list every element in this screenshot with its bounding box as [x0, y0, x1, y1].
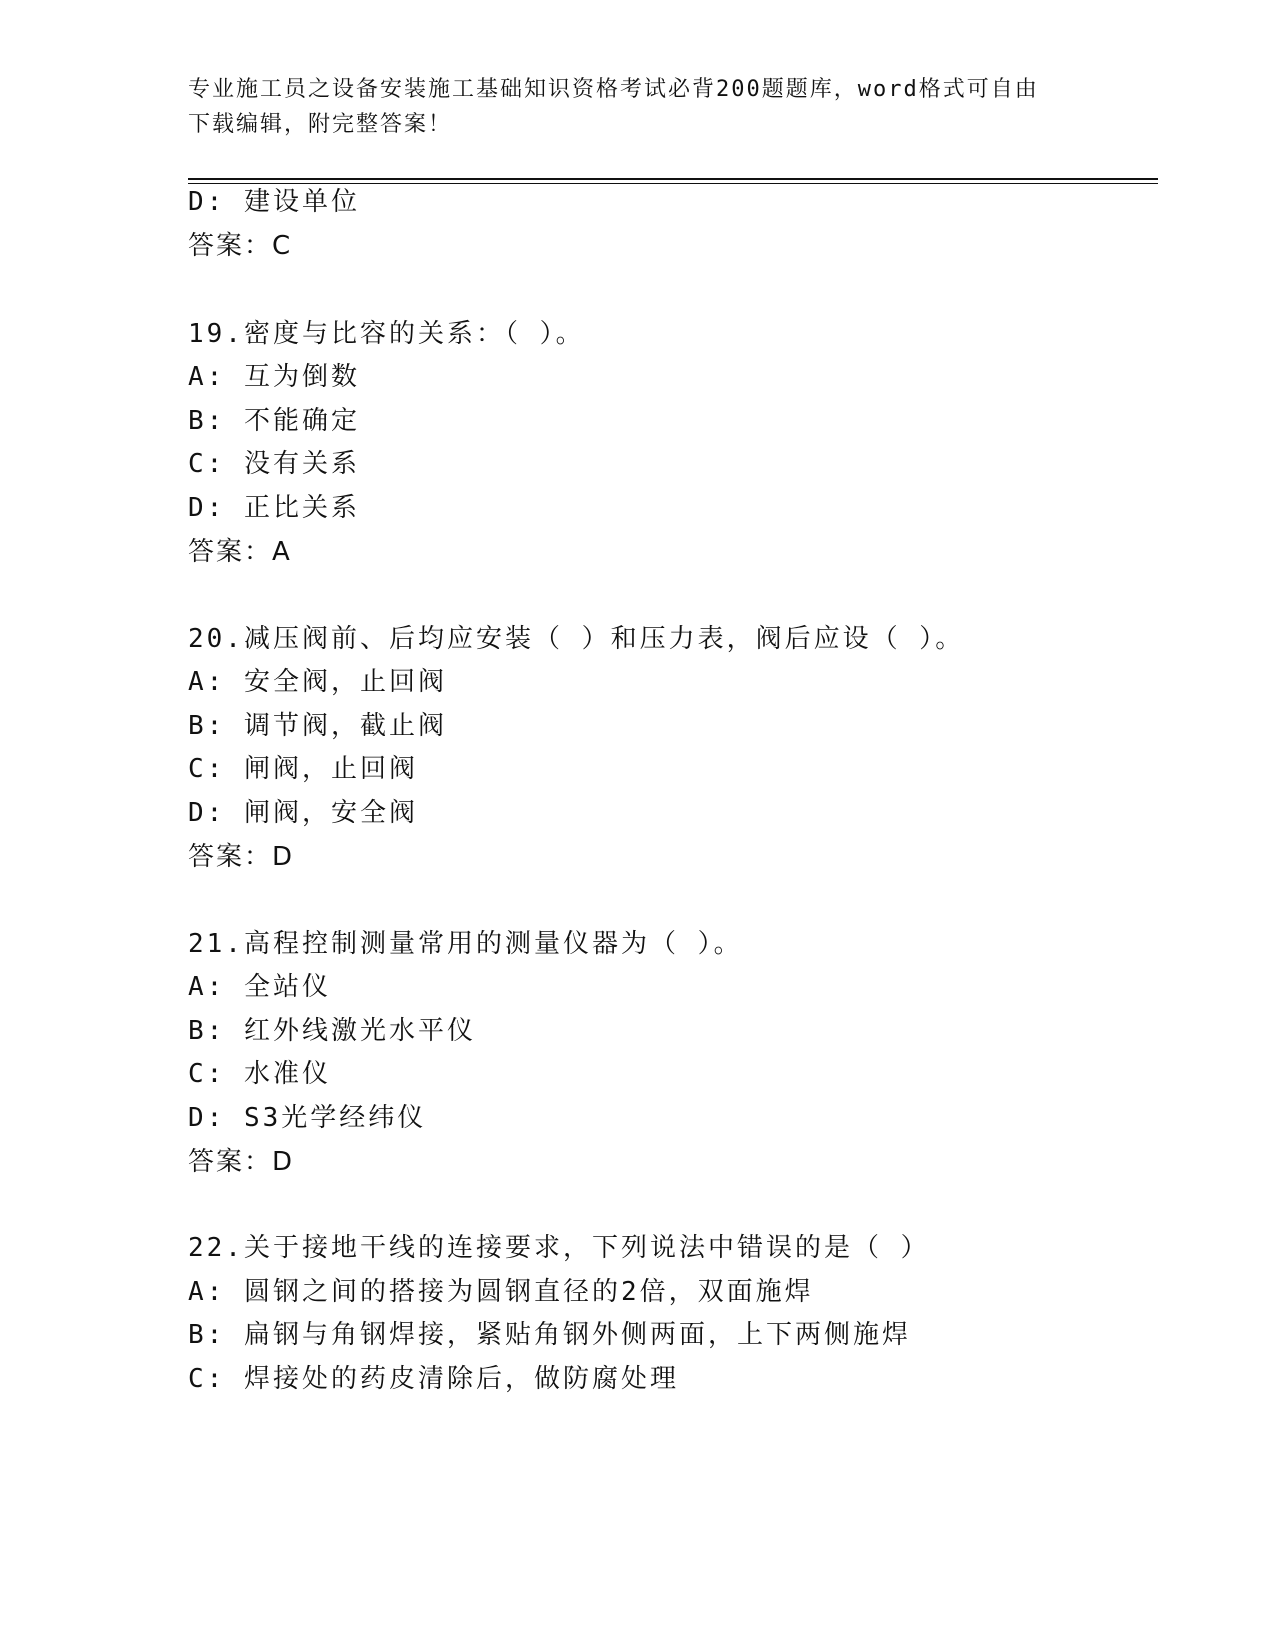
- header-divider-thin: [188, 183, 1158, 184]
- question-20-title: 20.减压阀前、后均应安装（ ）和压力表，阀后应设（ ）。: [188, 624, 965, 654]
- question-20-option-d: D: 闸阀，安全阀: [188, 798, 418, 828]
- prev-answer: 答案：C: [188, 231, 293, 261]
- question-19-title: 19.密度与比容的关系：（ ）。: [188, 319, 585, 349]
- question-20-option-b: B: 调节阀，截止阀: [188, 711, 447, 741]
- question-19-answer: 答案：A: [188, 537, 292, 567]
- question-21-answer: 答案：D: [188, 1147, 295, 1177]
- question-21-option-d: D: S3光学经纬仪: [188, 1103, 427, 1133]
- question-22-title: 22.关于接地干线的连接要求，下列说法中错误的是（ ）: [188, 1233, 930, 1263]
- document-header: [188, 72, 1088, 142]
- question-20-option-a: A: 安全阀，止回阀: [188, 667, 447, 697]
- question-20-option-c: C: 闸阀，止回阀: [188, 754, 418, 784]
- question-21-option-c: C: 水准仪: [188, 1059, 331, 1089]
- question-21-option-b: B: 红外线激光水平仪: [188, 1016, 476, 1046]
- question-19-option-a: A: 互为倒数: [188, 362, 360, 392]
- question-21-option-a: A: 全站仪: [188, 972, 331, 1002]
- question-22-option-b: B: 扁钢与角钢焊接，紧贴角钢外侧两面，上下两侧施焊: [188, 1320, 911, 1350]
- question-19-option-b: B: 不能确定: [188, 406, 360, 436]
- question-22-option-a: A: 圆钢之间的搭接为圆钢直径的2倍，双面施焊: [188, 1277, 814, 1307]
- question-21-title: 21.高程控制测量常用的测量仪器为（ ）。: [188, 929, 743, 959]
- question-20-answer: 答案：D: [188, 842, 295, 872]
- prev-option-d: D: 建设单位: [188, 187, 360, 217]
- question-22-option-c: C: 焊接处的药皮清除后，做防腐处理: [188, 1364, 679, 1394]
- header-line-2: 下载编辑，附完整答案！: [188, 112, 453, 137]
- header-line-1: 专业施工员之设备安装施工基础知识资格考试必背200题题库，word格式可自由: [188, 77, 1039, 102]
- question-19-option-d: D: 正比关系: [188, 493, 360, 523]
- question-19-option-c: C: 没有关系: [188, 449, 360, 479]
- header-divider-thick: [188, 178, 1158, 180]
